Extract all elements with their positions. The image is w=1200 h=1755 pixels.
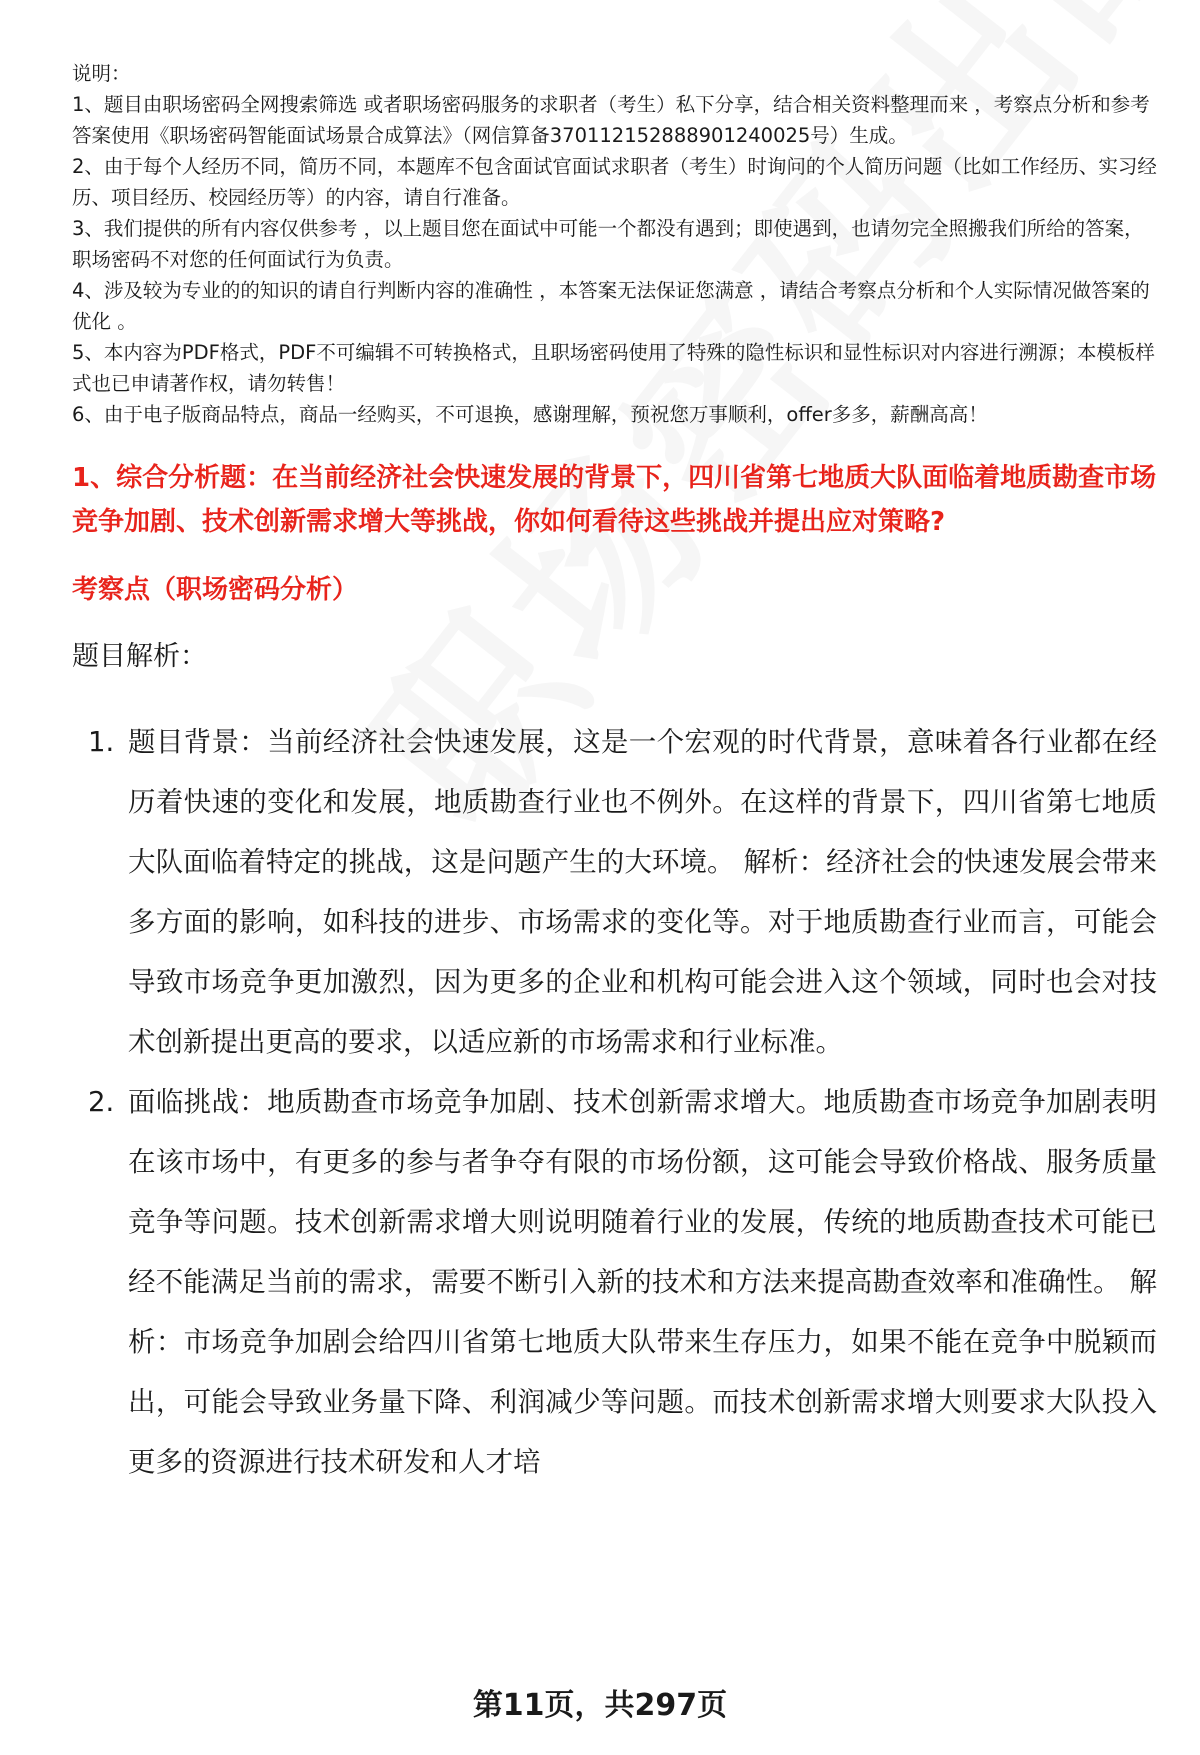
analysis-item [72,1072,1157,1492]
disclaimer-notes [72,58,1157,430]
page-content [72,58,1157,1492]
analysis-list [72,712,1157,1492]
note-item: 4、涉及较为专业的的知识的请自行判断内容的准确性 ，本答案无法保证您满意 ，请结合考察点分析和个人实际情况做答案的优化 。 [72,279,1150,333]
note-item: 2、由于每个人经历不同，简历不同，本题库不包含面试官面试求职者（考生）时询问的个人简历问题（比如工作经历、实习经历、项目经历、校园经历等）的内容，请自行准备。 [72,155,1157,209]
analysis-label: 题目解析： [72,641,207,672]
analysis-item-number: 2. [88,1086,115,1118]
note-item: 3、我们提供的所有内容仅供参考 ，以上题目您在面试中可能一个都没有遇到；即使遇到，也请勿完全照搬我们所给的答案，职场密码不对您的任何面试行为负责。 [72,217,1144,271]
kaochadian-heading: 考察点（职场密码分析） [72,575,359,605]
question-title: 1、综合分析题：在当前经济社会快速发展的背景下，四川省第七地质大队面临着地质勘查市场竞争加剧、技术创新需求增大等挑战，你如何看待这些挑战并提出应对策略? [72,463,1157,537]
notes-heading: 说明： [72,62,131,85]
analysis-item-text: 题目背景：当前经济社会快速发展，这是一个宏观的时代背景，意味着各行业都在经历着快速的变化和发展，地质勘查行业也不例外。在这样的背景下，四川省第七地质大队面临着特定的挑战，这是问题产生的大环境。 解析：经济社会的快速发展会带来多方面的影响，如科技的进步、市场需求的变化等。对于地质勘查行业而言，可能会导致市场竞争更加激烈，因为更多的企业和机构可能会进入这个领域，同时也会对技术创新提出更高的要求，以适应新的市场需求和行业标准。 [128,726,1157,1058]
note-item: 6、由于电子版商品特点，商品一经购买，不可退换，感谢理解，预祝您万事顺利，offer多多，薪酬高高！ [72,403,988,426]
note-item: 1、题目由职场密码全网搜索筛选 或者职场密码服务的求职者（考生）私下分享，结合相关资料整理而来 ，考察点分析和参考答案使用《职场密码智能面试场景合成算法》（网信算备370112152888901240025号）生成。 [72,93,1150,147]
note-item: 5、本内容为PDF格式，PDF不可编辑不可转换格式，且职场密码使用了特殊的隐性标识和显性标识对内容进行溯源；本模板样式也已申请著作权，请勿转售！ [72,341,1155,395]
page-footer: 第11页，共297页 [472,1688,728,1723]
analysis-item-text: 面临挑战：地质勘查市场竞争加剧、技术创新需求增大。地质勘查市场竞争加剧表明在该市场中，有更多的参与者争夺有限的市场份额，这可能会导致价格战、服务质量竞争等问题。技术创新需求增大则说明随着行业的发展，传统的地质勘查技术可能已经不能满足当前的需求，需要不断引入新的技术和方法来提高勘查效率和准确性。 解析：市场竞争加剧会给四川省第七地质大队带来生存压力，如果不能在竞争中脱颖而出，可能会导致业务量下降、利润减少等问题。而技术创新需求增大则要求大队投入更多的资源进行技术研发和人才培 [128,1086,1157,1478]
analysis-item [72,712,1157,1072]
analysis-item-number: 1. [88,726,115,758]
